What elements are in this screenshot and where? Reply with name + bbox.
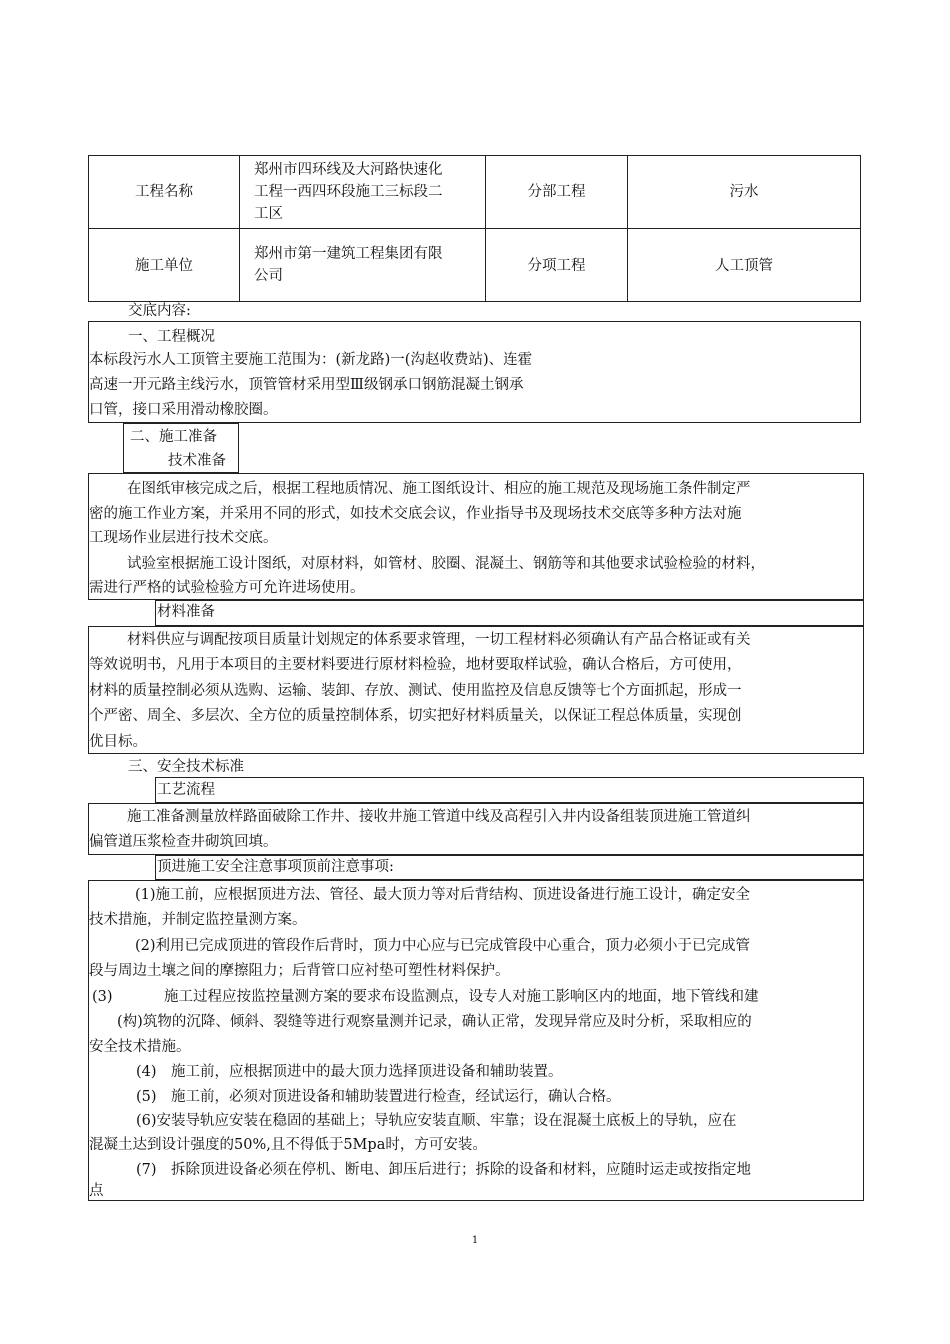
overview-line: 高速一开元路主线污水，顶管管材采用型Ⅲ级钢承口钢筋混凝土钢承 bbox=[89, 377, 524, 393]
material-line: 等效说明书，凡用于本项目的主要材料要进行原材料检验，地材要取样试验，确认合格后，方可使用， bbox=[89, 657, 742, 673]
material-line: 材料供应与调配按项目质量计划规定的体系要求管理，一切工程材料必须确认有产品合格证或有关 bbox=[127, 632, 751, 648]
safety-line: 技术措施，并制定监控量测方案。 bbox=[89, 912, 307, 928]
project-name-line-3: 工区 bbox=[254, 206, 283, 222]
header-divider-v2 bbox=[485, 155, 486, 302]
contractor-line-1: 郑州市第一建筑工程集团有限 bbox=[254, 246, 443, 262]
tech-prep-heading: 技术准备 bbox=[168, 453, 226, 469]
project-name-label: 工程名称 bbox=[135, 184, 193, 200]
header-divider-h bbox=[88, 228, 861, 229]
subitem-label: 分项工程 bbox=[527, 258, 586, 274]
safety-line: (4) 施工前，应根据顶进中的最大顶力选择顶进设备和辅助装置。 bbox=[136, 1064, 563, 1080]
overview-line: 本标段污水人工顶管主要施工范围为：(新龙路)一(沟赵收费站)、连霍 bbox=[89, 352, 533, 368]
safety-line: (5) 施工前，必须对顶进设备和辅助装置进行检查，经试运行，确认合格。 bbox=[136, 1089, 621, 1105]
tech-line: 密的施工作业方案，并采用不同的形式，如技术交底会议，作业指导书及现场技术交底等多种方法对施 bbox=[89, 506, 742, 522]
tech-line: 工现场作业层进行技术交底。 bbox=[89, 530, 278, 546]
safety-heading: 顶进施工安全注意事项顶前注意事项: bbox=[157, 859, 394, 875]
safety-line: (7) 拆除顶进设备必须在停机、断电、卸压后进行；拆除的设备和材料，应随时运走或按指定地 bbox=[136, 1162, 752, 1178]
header-divider-v3 bbox=[627, 155, 628, 302]
safety-line: (2)利用已完成顶进的管段作后背时，顶力中心应与已完成管段中心重合，顶力必须小于已完成管 bbox=[135, 938, 751, 954]
process-line: 施工准备测量放样路面破除工作井、接收井施工管道中线及高程引入井内设备组装顶进施工管道纠 bbox=[127, 809, 751, 825]
safety-line: 施工过程应按监控量测方案的要求布设监测点，设专人对施工影响区内的地面，地下管线和建 bbox=[164, 989, 759, 1005]
prep-heading: 二、施工准备 bbox=[130, 429, 217, 445]
safety-line: 点 bbox=[89, 1183, 104, 1199]
safety-line: 安全技术措施。 bbox=[89, 1039, 191, 1055]
tech-line: 在图纸审核完成之后，根据工程地质情况、施工图纸设计、相应的施工规范及现场施工条件制定严 bbox=[127, 481, 751, 497]
tech-line: 试验室根据施工设计图纸，对原材料，如管材、胶圈、混凝土、钢筋等和其他要求试验检验的材料， bbox=[127, 556, 765, 572]
contractor-line-2: 公司 bbox=[254, 268, 283, 284]
process-line: 偏管道压浆检查井砌筑回填。 bbox=[89, 834, 278, 850]
tech-line: 需进行严格的试验检验方可允许进场使用。 bbox=[89, 580, 365, 596]
overview-line: 口管，接口采用滑动橡胶圈。 bbox=[89, 402, 278, 418]
material-line: 个严密、周全、多层次、全方位的质量控制体系，切实把好材料质量关，以保证工程总体质量，实现创 bbox=[89, 708, 742, 724]
safety-line: (3) bbox=[92, 989, 113, 1005]
safety-line: (构)筑物的沉降、倾斜、裂缝等进行观察量测并记录，确认正常，发现异常应及时分析，采取相应的 bbox=[117, 1014, 752, 1030]
division-value: 污水 bbox=[729, 184, 759, 200]
safety-standard-heading: 三、安全技术标准 bbox=[128, 759, 244, 775]
safety-line: (1)施工前，应根据顶进方法、管径、最大顶力等对后背结构、顶进设备进行施工设计，确定安全 bbox=[135, 887, 751, 903]
project-name-line-1: 郑州市四环线及大河路快速化 bbox=[254, 162, 443, 178]
safety-line: 段与周边土壤之间的摩擦阻力；后背管口应衬垫可塑性材料保护。 bbox=[89, 963, 510, 979]
process-heading: 工艺流程 bbox=[157, 782, 215, 798]
content-label: 交底内容: bbox=[128, 303, 191, 319]
page-number: 1 bbox=[471, 1235, 479, 1246]
safety-line: 混凝土达到设计强度的50%,且不得低于5Mpa时，方可安装。 bbox=[89, 1137, 487, 1153]
safety-line: (6)安装导轨应安装在稳固的基础上；导轨应安装直顺、牢靠；设在混凝土底板上的导轨，应在 bbox=[136, 1113, 737, 1129]
material-heading-box bbox=[155, 600, 864, 626]
project-name-line-2: 工程一西四环段施工三标段二 bbox=[254, 184, 443, 200]
division-label: 分部工程 bbox=[527, 184, 586, 200]
process-heading-box bbox=[155, 777, 864, 803]
material-line: 优目标。 bbox=[89, 734, 147, 750]
overview-heading: 一、工程概况 bbox=[128, 329, 215, 345]
header-divider-v1 bbox=[239, 155, 240, 302]
material-heading: 材料准备 bbox=[157, 604, 215, 620]
material-line: 材料的质量控制必须从选购、运输、装卸、存放、测试、使用监控及信息反馈等七个方面抓起，形成一 bbox=[89, 683, 742, 699]
subitem-value: 人工顶管 bbox=[715, 258, 773, 274]
contractor-label: 施工单位 bbox=[135, 258, 193, 274]
